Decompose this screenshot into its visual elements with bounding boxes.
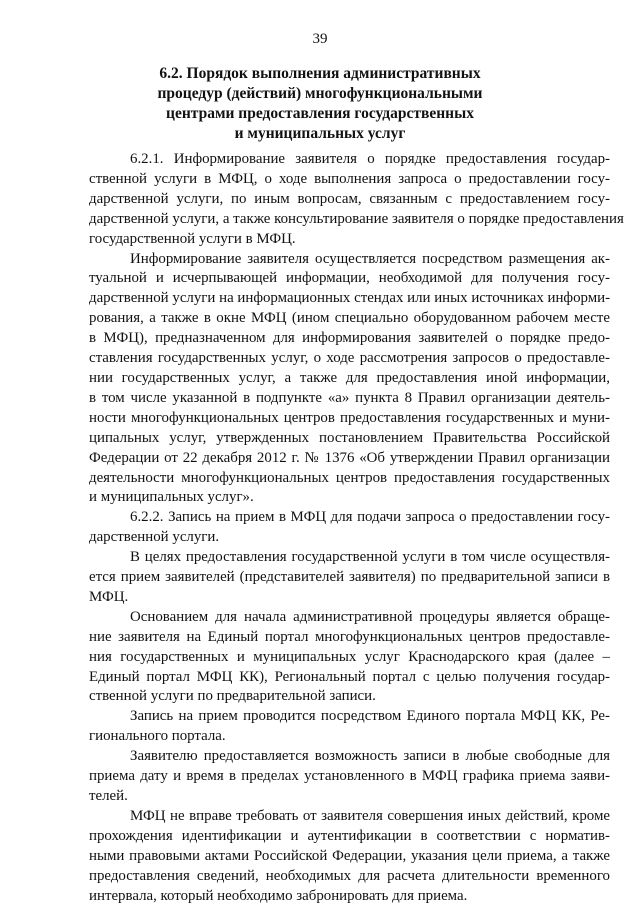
text-line: Запись на прием проводится посредством Единого портала МФЦ КК, Ре- [130, 708, 610, 725]
paragraph [89, 250, 610, 509]
text-line: интервала, который необходимо забронировать для приема. [89, 887, 468, 904]
text-line: дарственной услуги, а также консультирование заявителя о порядке предоставления [89, 210, 624, 227]
text-line: ния государственных и муниципальных услуг Краснодарского края (далее – [89, 648, 610, 665]
heading-line: процедур (действий) многофункциональными [157, 85, 483, 102]
heading-line: и муниципальных услуг [234, 125, 406, 142]
text-line: Федерации от 22 декабря 2012 г. № 1376 «Об утверждении Правил организации [89, 449, 610, 466]
paragraph [89, 608, 610, 708]
section-heading [120, 64, 520, 144]
heading-line: 6.2. Порядок выполнения административных [159, 65, 481, 82]
text-line: Заявителю предоставляется возможность записи в любые свободные для [130, 748, 610, 765]
paragraph [89, 707, 610, 747]
text-line: в том числе указанной в подпункте «а» пункта 8 Правил организации деятель- [89, 389, 610, 406]
text-line: рования, а также в окне МФЦ (ином специально оборудованном рабочем месте [89, 310, 610, 327]
text-line: гионального портала. [89, 728, 226, 745]
text-line: 6.2.1. Информирование заявителя о порядке предоставления государ- [130, 151, 610, 167]
paragraph [89, 150, 624, 250]
text-line: государственной услуги в МФЦ. [89, 230, 296, 247]
text-line: деятельности многофункциональных центров предоставления государственных [89, 469, 610, 486]
text-line: и муниципальных услуг». [89, 489, 254, 506]
text-line: нии государственных услуг, а также для предоставления иной информации, [89, 369, 610, 386]
text-line: телей. [89, 788, 128, 804]
text-line: приема дату и время в пределах установленного в МФЦ графика приема заяви- [89, 768, 610, 785]
text-line: 6.2.2. Запись на прием в МФЦ для подачи запроса о предоставлении госу- [130, 509, 610, 526]
text-line: Основанием для начала административной процедуры является обраще- [130, 608, 610, 625]
page-number: 39 [312, 31, 328, 47]
text-line: ется прием заявителей (представителей заявителя) по предварительной записи в [89, 569, 610, 586]
text-line: Единый портал МФЦ КК), Региональный портал с целью получения государ- [89, 668, 610, 685]
text-line: дарственной услуги, по иным вопросам, связанным с предоставлением госу- [89, 190, 610, 207]
text-line: в МФЦ), предназначенном для информирования заявителей о порядке предо- [89, 330, 610, 347]
text-line: ными правовыми актами Российской Федерации, указания цели приема, а также [89, 847, 610, 864]
text-line: Информирование заявителя осуществляется посредством размещения ак- [130, 250, 610, 267]
text-line: ственной услуги в МФЦ, о ходе выполнения запроса о предоставлении госу- [89, 170, 610, 187]
text-line: В целях предоставления государственной услуги в том числе осуществля- [130, 549, 610, 566]
document-body [89, 150, 624, 906]
text-line: ставления государственных услуг, о ходе рассмотрения запросов о предоставле- [89, 350, 610, 367]
text-line: прохождения идентификации и аутентификации в соответствии с норматив- [89, 827, 610, 844]
text-line: МФЦ. [89, 588, 129, 605]
text-line: предоставления сведений, необходимых для расчета длительности временного [89, 867, 610, 884]
text-line: ципальных услуг, утвержденных постановлением Правительства Российской [89, 429, 610, 446]
heading-line: центрами предоставления государственных [166, 105, 474, 122]
text-line: ние заявителя на Единый портал многофункциональных центров предоставле- [89, 628, 610, 645]
text-line: ственной услуги по предварительной записи. [89, 688, 376, 705]
paragraph [89, 747, 610, 807]
paragraph [89, 508, 610, 548]
paragraph [89, 807, 610, 906]
text-line: МФЦ не вправе требовать от заявителя совершения иных действий, кроме [130, 807, 610, 824]
text-line: дарственной услуги. [89, 529, 220, 546]
text-line: ности многофункциональных центров предоставления государственных и муни- [89, 409, 610, 426]
text-line: дарственной услуги на информационных стендах или иных источниках информи- [89, 290, 611, 307]
paragraph [89, 548, 610, 608]
text-line: туальной и исчерпывающей информации, необходимой для получения госу- [89, 270, 610, 287]
